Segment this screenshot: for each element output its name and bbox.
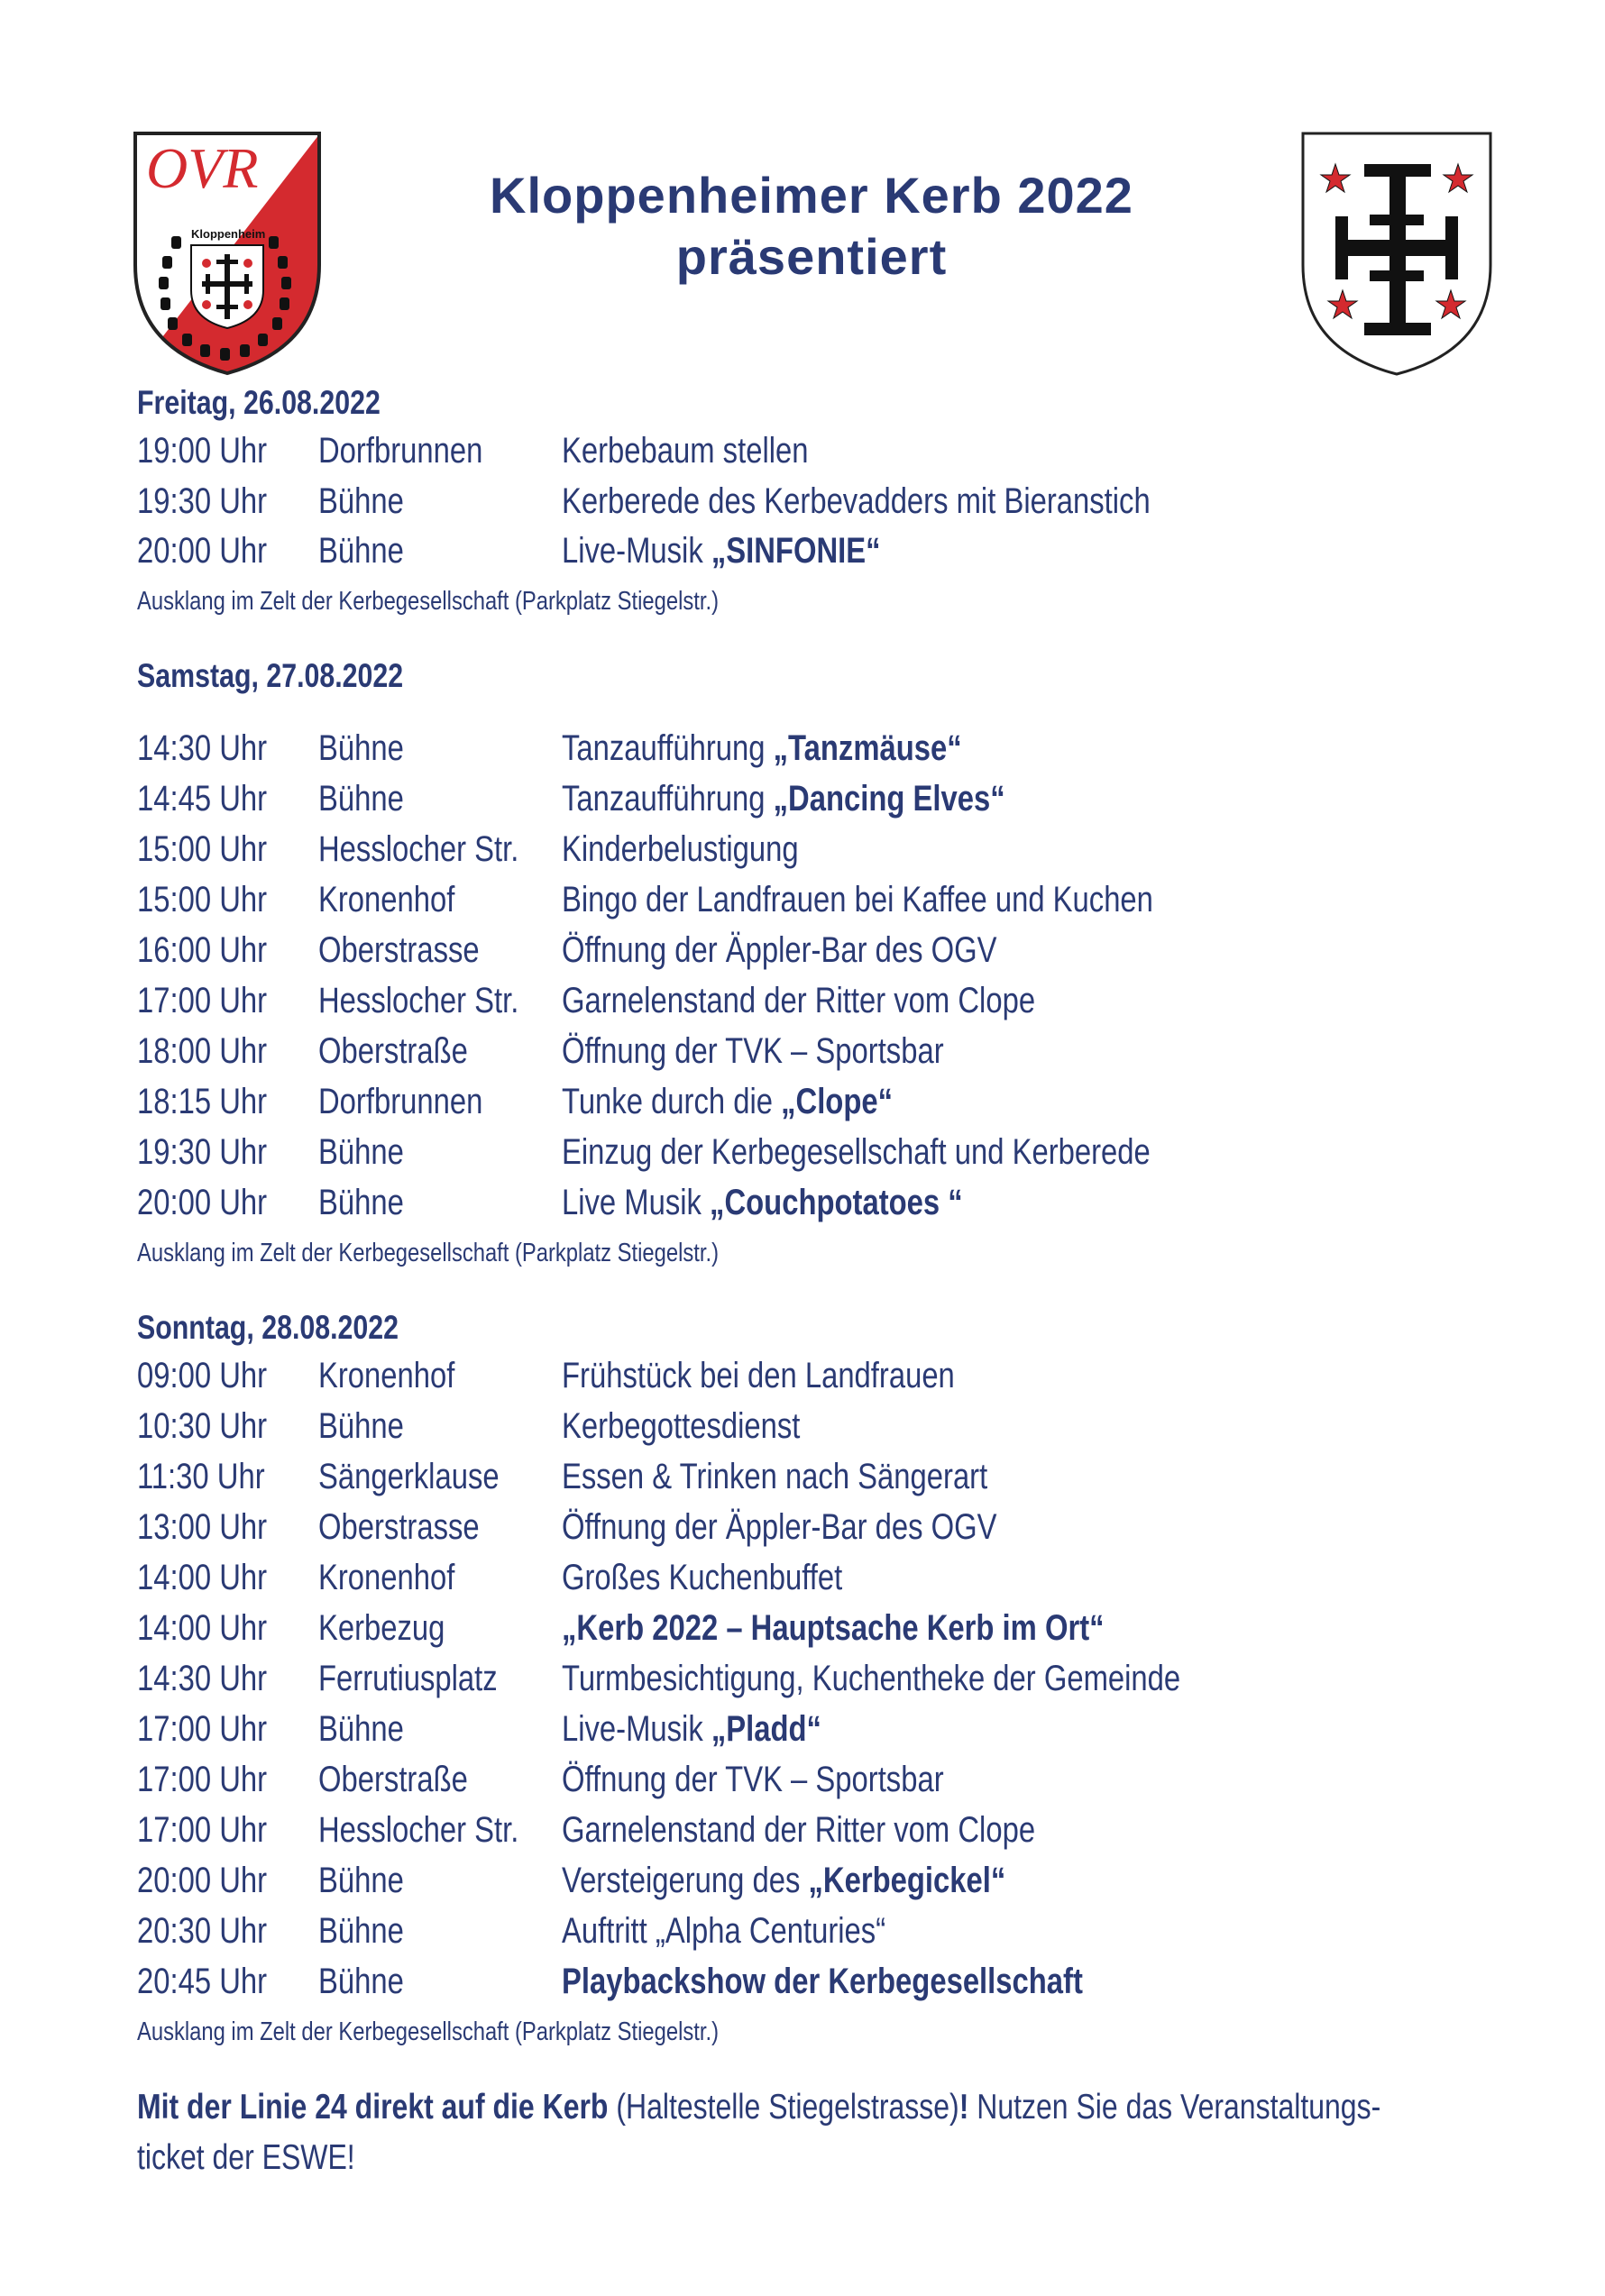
event-time: 15:00 Uhr xyxy=(137,829,268,869)
event-row xyxy=(0,726,1605,771)
event-time: 18:00 Uhr xyxy=(137,1031,268,1071)
event-description: Frühstück bei den Landfrauen xyxy=(562,1356,955,1395)
event-time: 13:00 Uhr xyxy=(137,1507,268,1547)
event-row xyxy=(0,877,1605,922)
event-time: 16:00 Uhr xyxy=(137,930,268,970)
event-description: Großes Kuchenbuffet xyxy=(562,1558,843,1597)
event-place: Sängerklause xyxy=(318,1457,500,1496)
event-row xyxy=(0,1605,1605,1651)
event-time: 15:00 Uhr xyxy=(137,880,268,919)
event-time: 19:30 Uhr xyxy=(137,1132,268,1172)
event-time: 20:00 Uhr xyxy=(137,1861,268,1900)
event-place: Oberstrasse xyxy=(318,930,480,970)
day-heading-sunday: Sonntag, 28.08.2022 xyxy=(137,1309,399,1346)
event-place: Bühne xyxy=(318,1132,404,1172)
event-place: Kronenhof xyxy=(318,1558,455,1597)
event-place: Hesslocher Str. xyxy=(318,1810,519,1850)
event-time: 20:45 Uhr xyxy=(137,1962,268,2001)
event-place: Bühne xyxy=(318,779,404,819)
event-time: 11:30 Uhr xyxy=(137,1457,265,1496)
event-description: Auftritt „Alpha Centuries“ xyxy=(562,1911,886,1951)
event-description: Live-Musik „SINFONIE“ xyxy=(562,531,881,571)
event-description: Öffnung der Äppler-Bar des OGV xyxy=(562,930,997,970)
day-heading-saturday: Samstag, 27.08.2022 xyxy=(137,657,404,694)
event-description: Essen & Trinken nach Sängerart xyxy=(562,1457,988,1496)
event-time: 14:30 Uhr xyxy=(137,1659,268,1698)
event-place: Oberstraße xyxy=(318,1760,468,1799)
event-row xyxy=(0,827,1605,872)
event-time: 19:30 Uhr xyxy=(137,481,268,521)
event-row xyxy=(0,1555,1605,1600)
event-place: Kronenhof xyxy=(318,1356,455,1395)
event-place: Bühne xyxy=(318,728,404,768)
event-description: Tanzaufführung „Dancing Elves“ xyxy=(562,779,1005,819)
event-time: 20:00 Uhr xyxy=(137,1183,268,1222)
event-time: 17:00 Uhr xyxy=(137,981,268,1020)
event-row xyxy=(0,1807,1605,1852)
event-time: 20:30 Uhr xyxy=(137,1911,268,1951)
event-description: Öffnung der TVK – Sportsbar xyxy=(562,1760,944,1799)
event-description: Öffnung der Äppler-Bar des OGV xyxy=(562,1507,997,1547)
event-row xyxy=(0,1029,1605,1074)
event-time: 20:00 Uhr xyxy=(137,531,268,571)
event-description: Tanzaufführung „Tanzmäuse“ xyxy=(562,728,962,768)
event-row xyxy=(0,1180,1605,1225)
event-place: Bühne xyxy=(318,1406,404,1446)
event-row xyxy=(0,1858,1605,1903)
event-row xyxy=(0,776,1605,821)
event-description: Kerberede des Kerbevadders mit Bieranstich xyxy=(562,481,1151,521)
event-place: Kerbezug xyxy=(318,1608,445,1648)
event-time: 17:00 Uhr xyxy=(137,1810,268,1850)
event-place: Dorfbrunnen xyxy=(318,431,483,471)
day-heading-friday: Freitag, 26.08.2022 xyxy=(137,384,381,421)
event-place: Kronenhof xyxy=(318,880,455,919)
event-place: Bühne xyxy=(318,1962,404,2001)
event-place: Oberstraße xyxy=(318,1031,468,1071)
event-row xyxy=(0,528,1605,573)
event-place: Dorfbrunnen xyxy=(318,1082,483,1121)
footer-text-2: Nutzen Sie das Veranstaltungs- xyxy=(968,2088,1381,2127)
event-row xyxy=(0,1706,1605,1752)
event-place: Bühne xyxy=(318,1183,404,1222)
title-line-2: präsentiert xyxy=(675,228,948,285)
event-place: Hesslocher Str. xyxy=(318,829,519,869)
event-place: Bühne xyxy=(318,1861,404,1900)
event-description: Live Musik „Couchpotatoes “ xyxy=(562,1183,963,1222)
event-time: 17:00 Uhr xyxy=(137,1760,268,1799)
event-description: Tunke durch die „Clope“ xyxy=(562,1082,894,1121)
day-note: Ausklang im Zelt der Kerbegesellschaft (Parkplatz Stiegelstr.) xyxy=(137,587,719,616)
event-description: Kerbegottesdienst xyxy=(562,1406,801,1446)
event-description: Live-Musik „Pladd“ xyxy=(562,1709,821,1749)
event-place: Bühne xyxy=(318,1911,404,1951)
event-time: 14:30 Uhr xyxy=(137,728,268,768)
event-description: Versteigerung des „Kerbegickel“ xyxy=(562,1861,1006,1900)
logo-kloppenheim-text: Kloppenheim xyxy=(191,227,266,241)
event-row xyxy=(0,479,1605,524)
event-description: Garnelenstand der Ritter vom Clope xyxy=(562,1810,1036,1850)
event-place: Ferrutiusplatz xyxy=(318,1659,498,1698)
day-note: Ausklang im Zelt der Kerbegesellschaft (Parkplatz Stiegelstr.) xyxy=(137,1239,719,1267)
event-row xyxy=(0,1505,1605,1550)
day-note: Ausklang im Zelt der Kerbegesellschaft (Parkplatz Stiegelstr.) xyxy=(137,2017,719,2046)
event-time: 17:00 Uhr xyxy=(137,1709,268,1749)
event-place: Bühne xyxy=(318,1709,404,1749)
event-place: Hesslocher Str. xyxy=(318,981,519,1020)
event-description: Garnelenstand der Ritter vom Clope xyxy=(562,981,1036,1020)
event-row xyxy=(0,928,1605,973)
event-time: 09:00 Uhr xyxy=(137,1356,268,1395)
event-place: Oberstrasse xyxy=(318,1507,480,1547)
event-row xyxy=(0,1757,1605,1802)
event-time: 10:30 Uhr xyxy=(137,1406,268,1446)
logo-ovr-text: OVR xyxy=(146,136,259,200)
footer-line-2: ticket der ESWE! xyxy=(137,2138,355,2177)
event-place: Bühne xyxy=(318,481,404,521)
footer-notice xyxy=(137,2082,1517,2183)
event-description: Bingo der Landfrauen bei Kaffee und Kuchen xyxy=(562,880,1153,919)
event-description: „Kerb 2022 – Hauptsache Kerb im Ort“ xyxy=(562,1608,1105,1648)
event-row xyxy=(0,1079,1605,1124)
event-row xyxy=(0,1656,1605,1701)
event-time: 14:00 Uhr xyxy=(137,1608,268,1648)
event-place: Bühne xyxy=(318,531,404,571)
event-row xyxy=(0,428,1605,473)
event-time: 19:00 Uhr xyxy=(137,431,268,471)
event-row xyxy=(0,1908,1605,1953)
event-time: 14:00 Uhr xyxy=(137,1558,268,1597)
event-row xyxy=(0,978,1605,1023)
event-time: 14:45 Uhr xyxy=(137,779,268,819)
event-time: 18:15 Uhr xyxy=(137,1082,268,1121)
footer-bold-1: Mit der Linie 24 direkt auf die Kerb xyxy=(137,2088,609,2127)
title-line-1: Kloppenheimer Kerb 2022 xyxy=(490,167,1133,224)
page-title xyxy=(343,165,1280,288)
event-row xyxy=(0,1353,1605,1398)
event-row xyxy=(0,1404,1605,1449)
event-row xyxy=(0,1454,1605,1499)
event-description: Kerbebaum stellen xyxy=(562,431,809,471)
event-description: Playbackshow der Kerbegesellschaft xyxy=(562,1962,1083,2001)
event-description: Kinderbelustigung xyxy=(562,829,799,869)
footer-text-1: (Haltestelle Stiegelstrasse) xyxy=(608,2088,959,2127)
event-description: Einzug der Kerbegesellschaft und Kerberede xyxy=(562,1132,1151,1172)
footer-bold-2: ! xyxy=(958,2088,969,2127)
event-description: Öffnung der TVK – Sportsbar xyxy=(562,1031,944,1071)
event-row xyxy=(0,1959,1605,2004)
kloppenheim-coat-of-arms xyxy=(1299,130,1494,378)
event-description: Turmbesichtigung, Kuchentheke der Gemeinde xyxy=(562,1659,1181,1698)
event-row xyxy=(0,1130,1605,1175)
ovr-kloppenheim-logo xyxy=(132,130,323,377)
